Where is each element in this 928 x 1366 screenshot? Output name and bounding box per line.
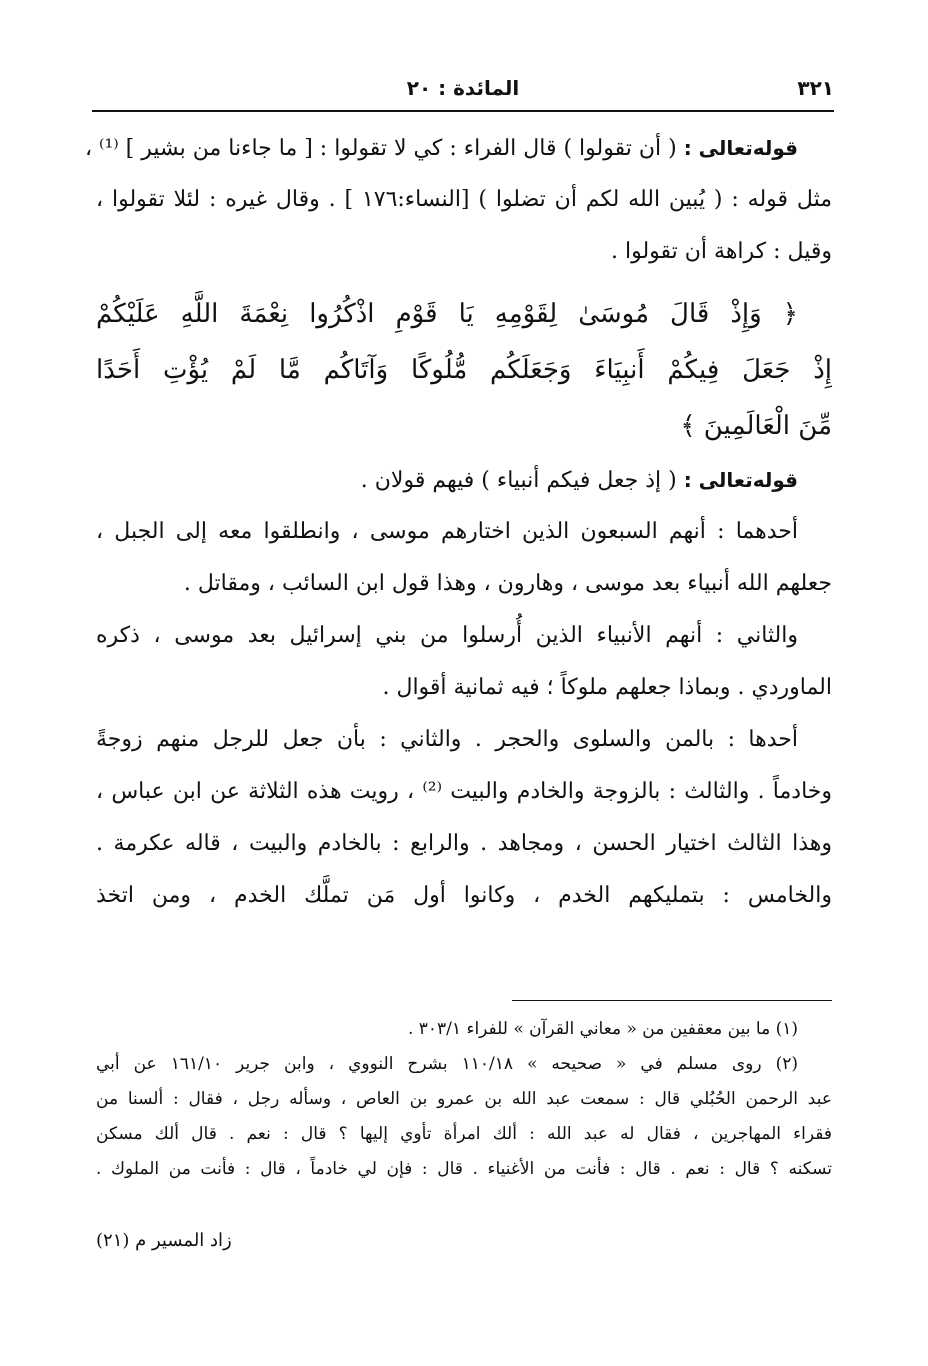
text-line: الماوردي . وبماذا جعلهم ملوكاً ؛ فيه ثمانية أقوال .: [382, 675, 832, 700]
footnote-rule: [512, 1000, 832, 1001]
text-line: أحدها : بالمن والسلوى والحجر . والثاني : بأن جعل للرجل منهم زوجةً: [96, 727, 798, 752]
text-line: قوله‌تعالى : ( إذ جعل فيكم أنبياء ) فيهم قولان .: [360, 468, 798, 493]
text-line: مثل قوله : ( يُبين الله لكم أن تضلوا ) [النساء:١٧٦ ] . وقال غيره : لئلا تقولوا ،: [96, 187, 832, 212]
footnote-line: (١) ما بين معقفين من « معاني القرآن » للفراء ٣٠٣/١ .: [407, 1019, 798, 1039]
footnote-line: عبد الرحمن الحُبُلي قال : سمعت عبد الله بن عمرو بن العاص ، وسأله رجل ، فقال : ألسنا من: [96, 1089, 832, 1109]
verse-line: مِّنَ الْعَالَمِينَ ﴾: [680, 411, 832, 441]
footnote-line: فقراء المهاجرين ، فقال له عبد الله : ألك امرأة تأوي إليها ؟ قال : نعم . قال ألك مسكن: [96, 1124, 832, 1144]
header-rule: [92, 110, 834, 112]
text-line: والثاني : أنهم الأنبياء الذين أُرسلوا من بني إسرائيل بعد موسى ، ذكره: [96, 623, 798, 648]
page-number: ٣٢١: [797, 76, 834, 100]
signature-mark: زاد المسير م (٢١): [96, 1230, 232, 1251]
footnote-line: تسكنه ؟ قال : نعم . قال : فأنت من الأغنياء . قال : فإن لي خادماً ، قال : فأنت من الملوك .: [96, 1159, 832, 1179]
running-title: المائدة : ٢٠: [406, 76, 520, 100]
footnote-line: (٢) روى مسلم في « صحيحه » ١١٠/١٨ بشرح النووي ، وابن جرير ١٦١/١٠ عن أبي: [96, 1054, 798, 1074]
text-line: جعلهم الله أنبياء بعد موسى ، وهارون ، وهذا قول ابن السائب ، ومقاتل .: [183, 571, 832, 596]
verse-line: إِذْ جَعَلَ فِيكُمْ أَنبِيَاءَ وَجَعَلَكُم مُّلُوكًا وَآتَاكُم مَّا لَمْ يُؤْتِ أَحَدًا: [96, 355, 832, 385]
quran-verse: [96, 286, 832, 454]
text-line: وقيل : كراهة أن تقولوا .: [611, 239, 832, 264]
text-line: وهذا الثالث اختيار الحسن ، ومجاهد . والرابع : بالخادم والبيت ، قاله عكرمة .: [96, 831, 832, 856]
text-line: أحدهما : أنهم السبعون الذين اختارهم موسى ، وانطلقوا معه إلى الجبل ،: [96, 519, 798, 544]
text-line: وخادماً . والثالث : بالزوجة والخادم والبيت ⁽²⁾ ، رويت هذه الثلاثة عن ابن عباس ،: [96, 779, 833, 804]
verse-line: ﴿ وَإِذْ قَالَ مُوسَىٰ لِقَوْمِهِ يَا قَوْمِ اذْكُرُوا نِعْمَةَ اللَّهِ عَلَيْكُمْ: [96, 299, 798, 329]
text-line: والخامس : بتمليكهم الخدم ، وكانوا أول مَن تملَّك الخدم ، ومن اتخذ: [96, 883, 832, 908]
page-header: [92, 76, 834, 106]
main-text: [84, 122, 833, 922]
footnotes: [96, 1012, 832, 1187]
text-line: قوله‌تعالى : ( أن تقولوا ) قال الفراء : كي لا تقولوا : [ ما جاءنا من بشير ] ⁽¹⁾ ،: [84, 136, 798, 161]
lead-phrase: قوله‌تعالى :: [683, 136, 798, 160]
lead-phrase: قوله‌تعالى :: [683, 468, 798, 492]
